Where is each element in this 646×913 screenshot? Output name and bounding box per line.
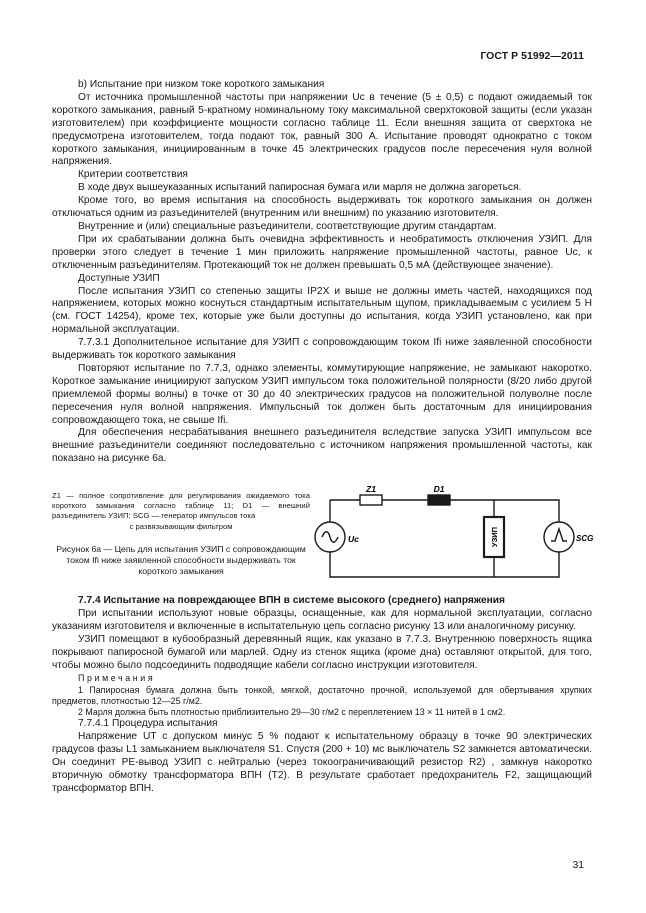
circuit-diagram (320, 484, 594, 585)
paragraph-criteria-paper: В ходе двух вышеуказанных испытаний папиросная бумага или марля не должна загореться. (78, 182, 522, 194)
figure-legend (52, 491, 310, 532)
paragraph-accessible-spd: После испытания УЗИП со степенью защиты IP2X и выше не должны иметь частей, находящихся под напряжением, которых можно коснуться стандартным испытательным щупом, прикладываемым с усилием 5 Н (см. ГОСТ 14254), кроме тех, которые уже были доступны до испытания, когда УЗИП установлено, как при нормальной эксплуатации. (52, 285, 592, 336)
spd-label: УЗИП (490, 526, 499, 548)
d1-disconnector (428, 495, 450, 505)
bottom-text-section (52, 595, 592, 796)
paragraph-internal-disconnectors: Внутренние и (или) специальные разъединители, соответствующие другим стандартам. (78, 220, 497, 232)
paragraph-disconnect-requirement: Кроме того, во время испытания на способность выдерживать ток короткого замыкания он должен отключаться одним из разъединителей (внутренним или внешним) по указанию изготовителя. (52, 195, 592, 220)
paragraph-external-disconnectors: Для обеспечения несрабатывания внешнего разъединителя вследствие запуска УЗИП импульсом все внешние разъединители соединяют последовательно с источником напряжения промышленной частоты, как показано на рисунке 6а. (52, 427, 592, 465)
z1-label: Z1 (366, 484, 376, 494)
paragraph-new-samples: При испытании используют новые образцы, оснащенные, как для нормальной эксплуатации, согласно указаниям изготовителя и включенные в испытательную цепь согласно рисунку 13 или аналогичному рисунку. (52, 607, 592, 632)
bottom-wire (330, 500, 559, 577)
d1-label: D1 (433, 484, 445, 494)
scg-label: SCG (576, 534, 594, 543)
paragraph-test-procedure: От источника промышленной частоты при напряжении Uc в течение (5 ± 0,5) с подают ожидаемый ток короткого замыкания, равный 5-кратному номинальному току максимальной сверхтоковой защиты (если указан изготовителем) при коэффициенте мощности согласно таблице 11. Если внешняя защита от сверхтока не предусмотрена изготовителем, тогда подают ток, равный 300 А. Испытание проводят однократно с током короткого замыкания, инициированным в точке 45 электрических градусов после пересечения нуля волной напряжения. (52, 91, 592, 168)
scg-generator-icon (544, 522, 574, 552)
paragraph-accessible-heading: Доступные УЗИП (78, 272, 160, 284)
paragraph-disconnect-check: При их срабатывании должна быть очевидна эффективность и необратимость отключения УЗИП. Для проверки этого следует в течение 1 мин приложить напряжение промышленной частоты, равное Uc, к отключенным разъединителям. Протекающий ток не должен превышать 0,5 мА (действующее значение). (52, 233, 592, 271)
paragraph-repeat-test: Повторяют испытание по 7.7.3, однако элементы, коммутирующие напряжение, не замыкают накоротко. Короткое замыкание инициируют запуском УЗИП импульсом тока положительной полярности (8/20 либо другой приемлемой формы волны) в точке от 30 до 40 электрических градусов на положительной полуволне после пересечения нуля волной напряжения. Импульсный ток должен быть достаточным для инициирования сопровождающего тока, не свыше Ifi. (52, 362, 592, 426)
notes-title: Примечания (78, 673, 156, 684)
paragraph-test-procedure-7741: Напряжение UT с допуском минус 5 % подают к испытательному образцу в точке 90 электрических градусов фазы L1 замыканием выключателя S1. Спустя (200 + 10) мс выключатель S2 замкнется автоматически. Он соединит РЕ-вывод УЗИП с нейтралью (через токоограничивающий резистор R2) , замкнув накоротко вторичную обмотку трансформатора ВПН (T2). В результате сработает предохранитель F2, защищающий трансформатор ВПН. (52, 731, 592, 794)
standard-header: ГОСТ Р 51992—2011 (480, 51, 584, 62)
legend-line-1: Z1 — полное сопротивление для регулирования ожидаемого тока короткого замыкания согласно таблице 11; D1 — внешний разъединитель УЗИП; SCG — генератор импульсов тока (52, 491, 310, 521)
page-number: 31 (572, 860, 584, 871)
paragraph-wooden-box: УЗИП помещают в кубообразный деревянный ящик, как указано в 7.7.3. Внутреннюю поверхность ящика покрывают папиросной бумагой или марлей. Одну из стенок ящика (кроме дна) оставляют открытой, для того, чтобы можно было подсоединить подводящие кабели согласно инструкции изготовителя. (52, 633, 592, 671)
note-1: 1 Папиросная бумага должна быть тонкой, мягкой, достаточно прочной, используемой для обертывания хрупких предметов, плотностью 12—25 г/м2. (52, 684, 592, 706)
figure-6a (52, 484, 594, 585)
paragraph-criteria-heading: Критерии соответствия (78, 169, 188, 181)
paragraph-test-low-current: b) Испытание при низком токе короткого замыкания (78, 79, 325, 90)
figure-caption: Рисунок 6а — Цепь для испытания УЗИП с сопровождающим током Ifi ниже заявленной способности выдерживать ток короткого замыкания (56, 544, 306, 576)
top-text-section (52, 79, 592, 466)
section-774-heading: 7.7.4 Испытание на повреждающее ВПН в системе высокого (среднего) напряжения (78, 595, 505, 606)
note-2: 2 Марля должна быть плотностью приблизительно 29—30 г/м2 с переплетением 13 × 11 нитей в 1 см2. (78, 707, 506, 718)
z1-resistor (360, 495, 382, 505)
legend-line-2: с развязывающим фильтром (129, 521, 233, 531)
source-label: Uc (348, 534, 359, 544)
section-7741-heading: 7.7.4.1 Процедура испытания (78, 718, 218, 730)
paragraph-section-7731: 7.7.3.1 Дополнительное испытание для УЗИП с сопровождающим током Ifi ниже заявленной способности выдерживать ток короткого замыкания (52, 337, 592, 362)
